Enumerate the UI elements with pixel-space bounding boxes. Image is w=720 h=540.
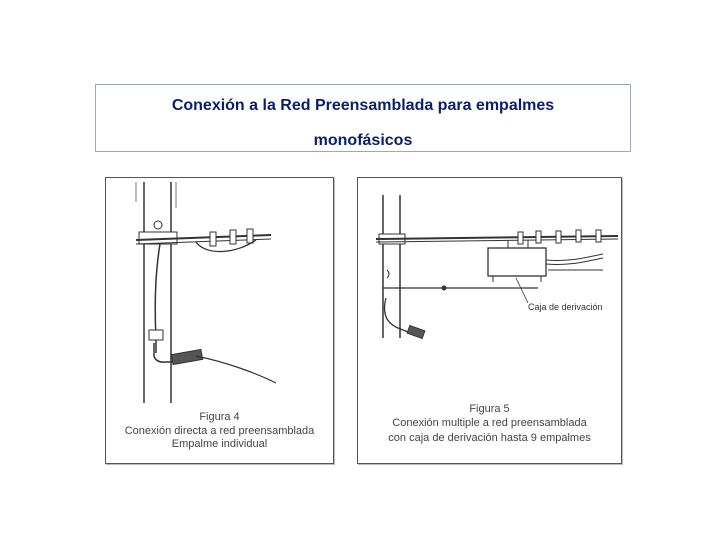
figure-4-number: Figura 4 bbox=[199, 411, 240, 423]
clamp-bolt bbox=[154, 221, 162, 229]
title-line-2: monofásicos bbox=[313, 132, 413, 149]
figure-4-caption-line-1: Conexión directa a red preensamblada bbox=[124, 425, 315, 437]
service-connector bbox=[407, 326, 425, 339]
network-cable bbox=[376, 236, 618, 239]
service-cable bbox=[196, 356, 276, 383]
derivation-box bbox=[488, 248, 546, 276]
box-label-pointer bbox=[516, 278, 528, 303]
figure-5-caption-line-2: con caja de derivación hasta 9 empalmes bbox=[388, 432, 591, 444]
figure-4-panel bbox=[105, 177, 334, 464]
figure-5-panel bbox=[357, 177, 622, 464]
derivation-box-label: Caja de derivación bbox=[528, 302, 603, 312]
figure-5-caption-line-1: Conexión multiple a red preensamblada bbox=[392, 417, 587, 429]
title-line-1: Conexión a la Red Preensamblada para empalmes bbox=[171, 97, 555, 114]
figure-4-caption-line-2: Empalme individual bbox=[171, 438, 268, 450]
figure-5-number: Figura 5 bbox=[469, 403, 510, 415]
title-box bbox=[95, 84, 631, 152]
